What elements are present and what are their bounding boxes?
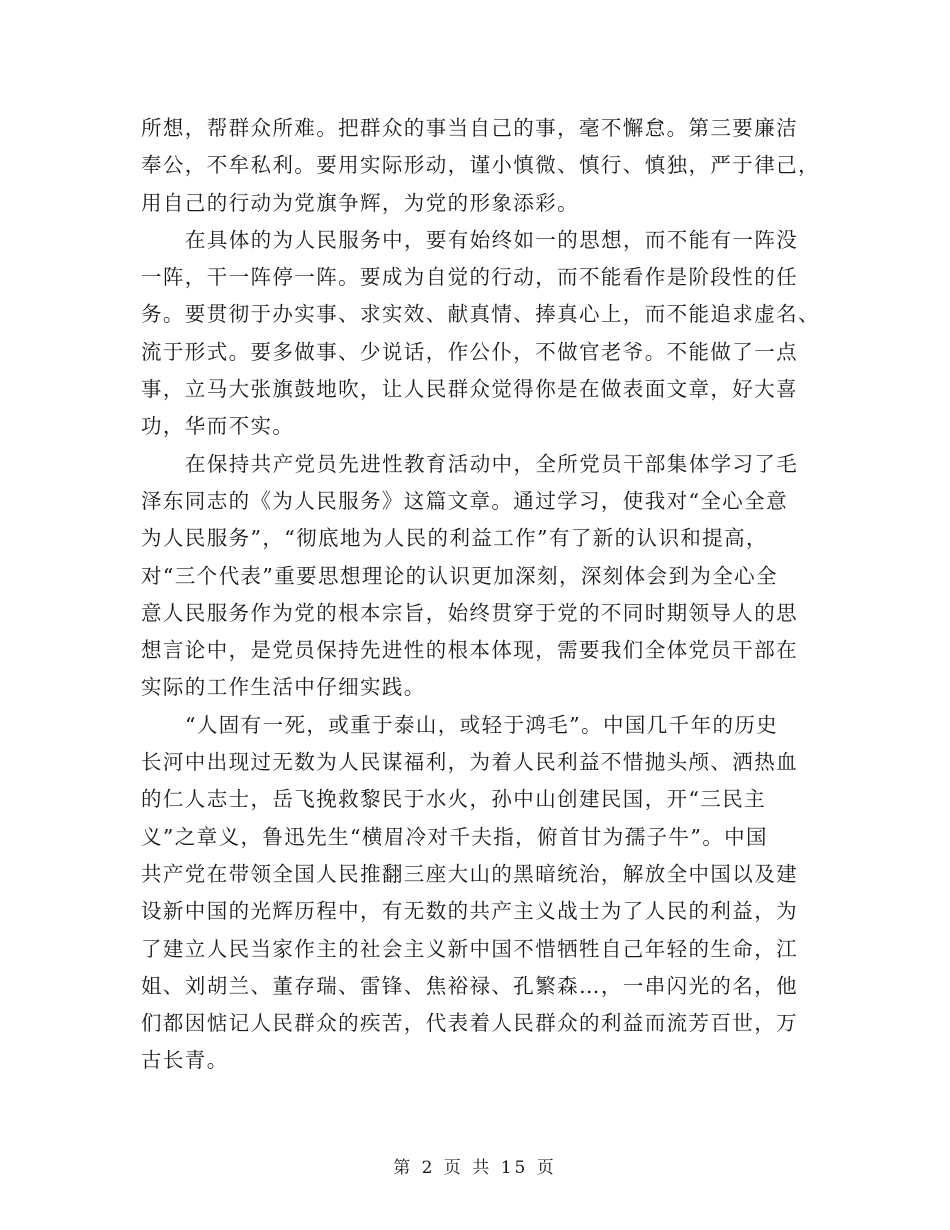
text-line: 意人民服务作为党的根本宗旨，始终贯穿于党的不同时期领导人的思 bbox=[141, 600, 798, 625]
text-line: 实际的工作生活中仔细实践。 bbox=[141, 675, 426, 700]
text-line: 在具体的为人民服务中，要有始终如一的思想，而不能有一阵没 bbox=[185, 227, 799, 252]
text-line: 了建立人民当家作主的社会主义新中国不惜牺牲自己年轻的生命，江 bbox=[141, 936, 798, 961]
text-line: 想言论中，是党员保持先进性的根本体现，需要我们全体党员干部在 bbox=[141, 638, 798, 663]
text-line: 功，华而不实。 bbox=[141, 414, 295, 439]
text-line: “人固有一死，或重于泰山，或轻于鸿毛”。中国几千年的历史 bbox=[185, 712, 779, 737]
text-line: 务。要贯彻于办实事、求实效、献真情、捧真心上，而不能追求虚名、 bbox=[141, 302, 820, 327]
body-text bbox=[141, 110, 821, 1080]
text-line: 们都因惦记人民群众的疾苦，代表着人民群众的利益而流芳百世，万 bbox=[141, 1011, 798, 1036]
text-line: 对“三个代表”重要思想理论的认识更加深刻，深刻体会到为全心全 bbox=[141, 563, 778, 588]
text-line: 设新中国的光辉历程中，有无数的共产主义战士为了人民的利益，为 bbox=[141, 899, 798, 924]
text-line: 为人民服务”，“彻底地为人民的利益工作”有了新的认识和提高， bbox=[141, 526, 768, 551]
text-line: 所想，帮群众所难。把群众的事当自己的事，毫不懈怠。第三要廉洁 bbox=[141, 116, 798, 140]
text-line: 流于形式。要多做事、少说话，作公仆，不做官老爷。不能做了一点 bbox=[141, 339, 798, 364]
text-line: 奉公，不牟私利。要用实际形动，谨小慎微、慎行、慎独，严于律己， bbox=[141, 153, 820, 178]
text-line: 长河中出现过无数为人民谋福利，为着人民利益不惜抛头颅、洒热血 bbox=[141, 750, 798, 775]
text-line: 事，立马大张旗鼓地吹，让人民群众觉得你是在做表面文章，好大喜 bbox=[141, 377, 798, 402]
text-line: 姐、刘胡兰、董存瑞、雷锋、焦裕禄、孔繁森…，一串闪光的名，他 bbox=[141, 973, 798, 998]
text-line: 古长青。 bbox=[141, 1048, 229, 1073]
text-line: 用自己的行动为党旗争辉，为党的形象添彩。 bbox=[141, 190, 579, 215]
text-line: 泽东同志的《为人民服务》这篇文章。通过学习，使我对“全心全意 bbox=[141, 488, 788, 513]
text-line: 的仁人志士，岳飞挽救黎民于水火，孙中山创建民国，开“三民主 bbox=[141, 787, 767, 812]
text-line: 一阵，干一阵停一阵。要成为自觉的行动，而不能看作是阶段性的任 bbox=[141, 265, 798, 290]
page-footer: 第 2 页 共 15 页 bbox=[393, 1158, 557, 1178]
text-line: 义”之章义，鲁迅先生“横眉冷对千夫指，俯首甘为孺子牛”。中国 bbox=[141, 824, 768, 849]
text-line: 共产党在带领全国人民推翻三座大山的黑暗统治，解放全中国以及建 bbox=[141, 861, 798, 886]
text-line: 在保持共产党员先进性教育活动中，全所党员干部集体学习了毛 bbox=[185, 451, 799, 476]
